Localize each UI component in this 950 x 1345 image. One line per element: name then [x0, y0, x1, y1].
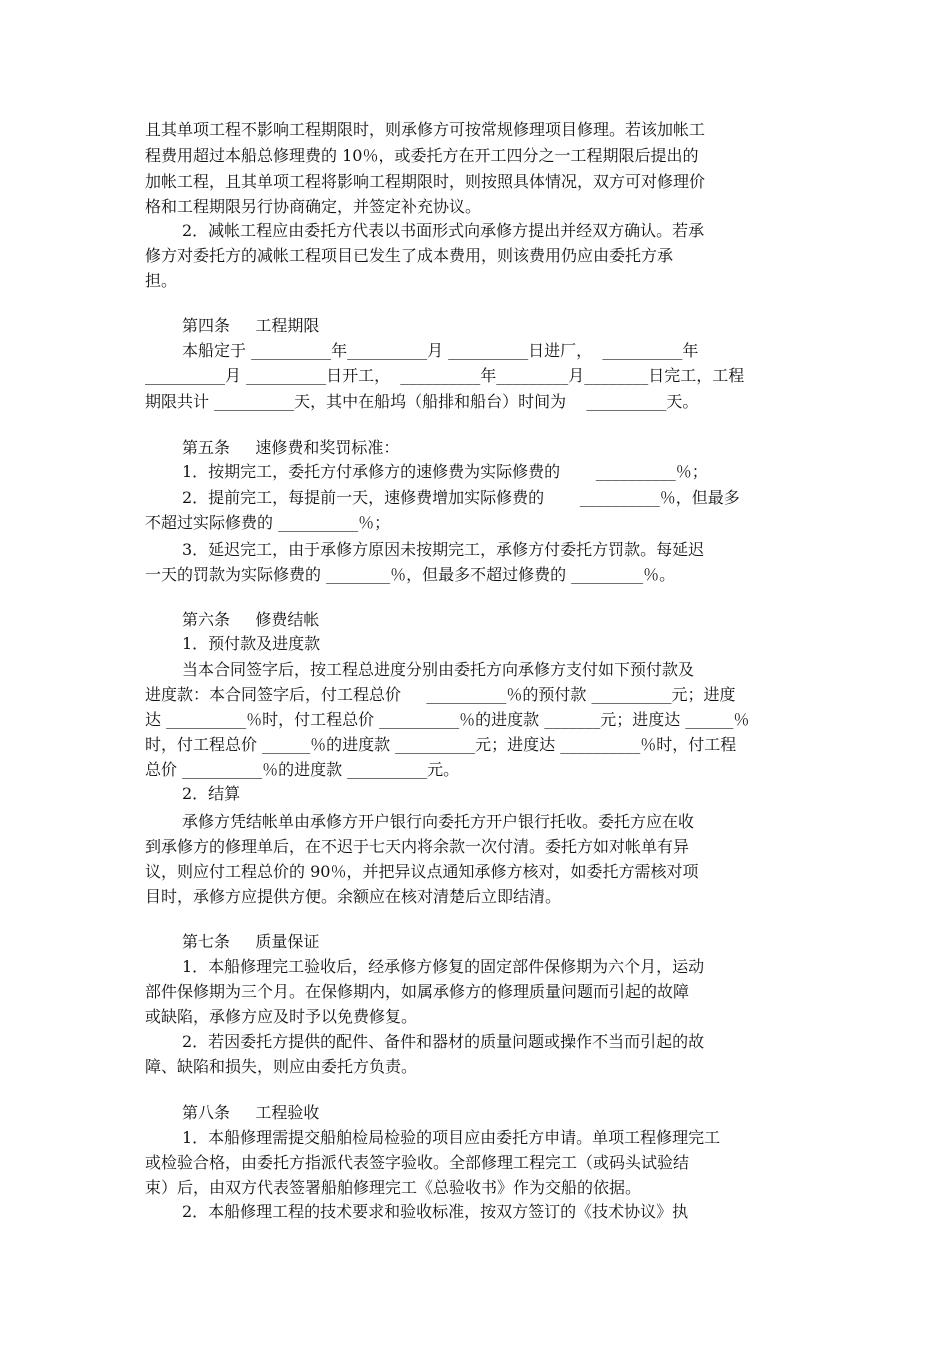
article-heading: 第六条 修费结帐	[182, 610, 320, 629]
text-line: 不超过实际修费的 __________％；	[145, 513, 391, 532]
text-line: 当本合同签字后，按工程总进度分别由委托方向承修方支付如下预付款及	[182, 660, 695, 679]
text-line: 2．若因委托方提供的配件、备件和器材的质量问题或操作不当而引起的故	[182, 1032, 705, 1051]
text-line: 本船定于 __________年__________月 __________日进厂， __________年	[182, 341, 699, 360]
text-line: 程费用超过本船总修理费的 10％，或委托方在开工四分之一工程期限后提出的	[145, 146, 699, 165]
text-line: 格和工程期限另行协商确定，并签定补充协议。	[145, 197, 482, 216]
text-line: 到承修方的修理单后，在不迟于七天内将余款一次付清。委托方如对帐单有异	[145, 837, 690, 856]
text-line: 进度款：本合同签字后，付工程总价 __________％的预付款 __________元；进度	[145, 685, 736, 704]
text-line: 1．本船修理需提交船舶检局检验的项目应由委托方申请。单项工程修理完工	[182, 1128, 721, 1147]
text-line: 束）后，由双方代表签署船舶修理完工《总验收书》作为交船的依据。	[145, 1178, 642, 1197]
article-heading: 第八条 工程验收	[182, 1103, 320, 1122]
text-line: 1．本船修理完工验收后，经承修方修复的固定部件保修期为六个月，运动	[182, 957, 705, 976]
text-line: 2．提前完工，每提前一天，速修费增加实际修费的 __________％，但最多	[182, 488, 740, 507]
text-line: 达 __________％时，付工程总价 __________％的进度款 _______元；进度达 ______％	[145, 710, 750, 729]
text-line: 总价 __________％的进度款 __________元。	[145, 760, 460, 779]
text-line: 修方对委托方的减帐工程项目已发生了成本费用，则该费用仍应由委托方承	[145, 246, 674, 265]
text-line: 或缺陷，承修方应及时予以免费修复。	[145, 1007, 418, 1026]
text-line: 3．延迟完工，由于承修方原因未按期完工，承修方付委托方罚款。每延迟	[182, 540, 705, 559]
text-line: 担。	[145, 271, 178, 290]
text-line: 2．减帐工程应由委托方代表以书面形式向承修方提出并经双方确认。若承	[182, 221, 705, 240]
text-line: 加帐工程，且其单项工程将影响工程期限时，则按照具体情况，双方可对修理价	[145, 172, 706, 191]
article-heading: 第四条 工程期限	[182, 316, 320, 335]
text-line: 1．按期完工，委托方付承修方的速修费为实际修费的 __________％；	[182, 462, 708, 481]
text-line: __________月 __________日开工， __________年_________月________日完工，工程	[145, 366, 745, 385]
text-line: 时，付工程总价 ______％的进度款 __________元；进度达 __________％时，付工程	[145, 735, 737, 754]
article-heading: 第七条 质量保证	[182, 932, 320, 951]
text-line: 或检验合格，由委托方指派代表签字验收。全部修理工程完工（或码头试验结	[145, 1153, 690, 1172]
text-line: 一天的罚款为实际修费的 ________％，但最多不超过修费的 _________％。	[145, 565, 676, 584]
text-line: 议，则应付工程总价的 90％，并把异议点通知承修方核对，如委托方需核对项	[145, 862, 699, 881]
text-line: 目时，承修方应提供方便。余额应在核对清楚后立即结清。	[145, 887, 562, 906]
text-line: 承修方凭结帐单由承修方开户银行向委托方开户银行托收。委托方应在收	[182, 812, 695, 831]
text-line: 且其单项工程不影响工程期限时，则承修方可按常规修理项目修理。若该加帐工	[145, 120, 706, 139]
text-line: 2．本船修理工程的技术要求和验收标准，按双方签订的《技术协议》执	[182, 1202, 689, 1221]
article-heading: 第五条 速修费和奖罚标准：	[182, 438, 400, 457]
text-line: 期限共计 __________天，其中在船坞（船排和船台）时间为 __________天。	[145, 392, 699, 411]
text-line: 2．结算	[182, 784, 241, 803]
text-line: 障、缺陷和损失，则应由委托方负责。	[145, 1057, 418, 1076]
text-line: 1．预付款及进度款	[182, 634, 321, 653]
text-line: 部件保修期为三个月。在保修期内，如属承修方的修理质量问题而引起的故障	[145, 982, 690, 1001]
